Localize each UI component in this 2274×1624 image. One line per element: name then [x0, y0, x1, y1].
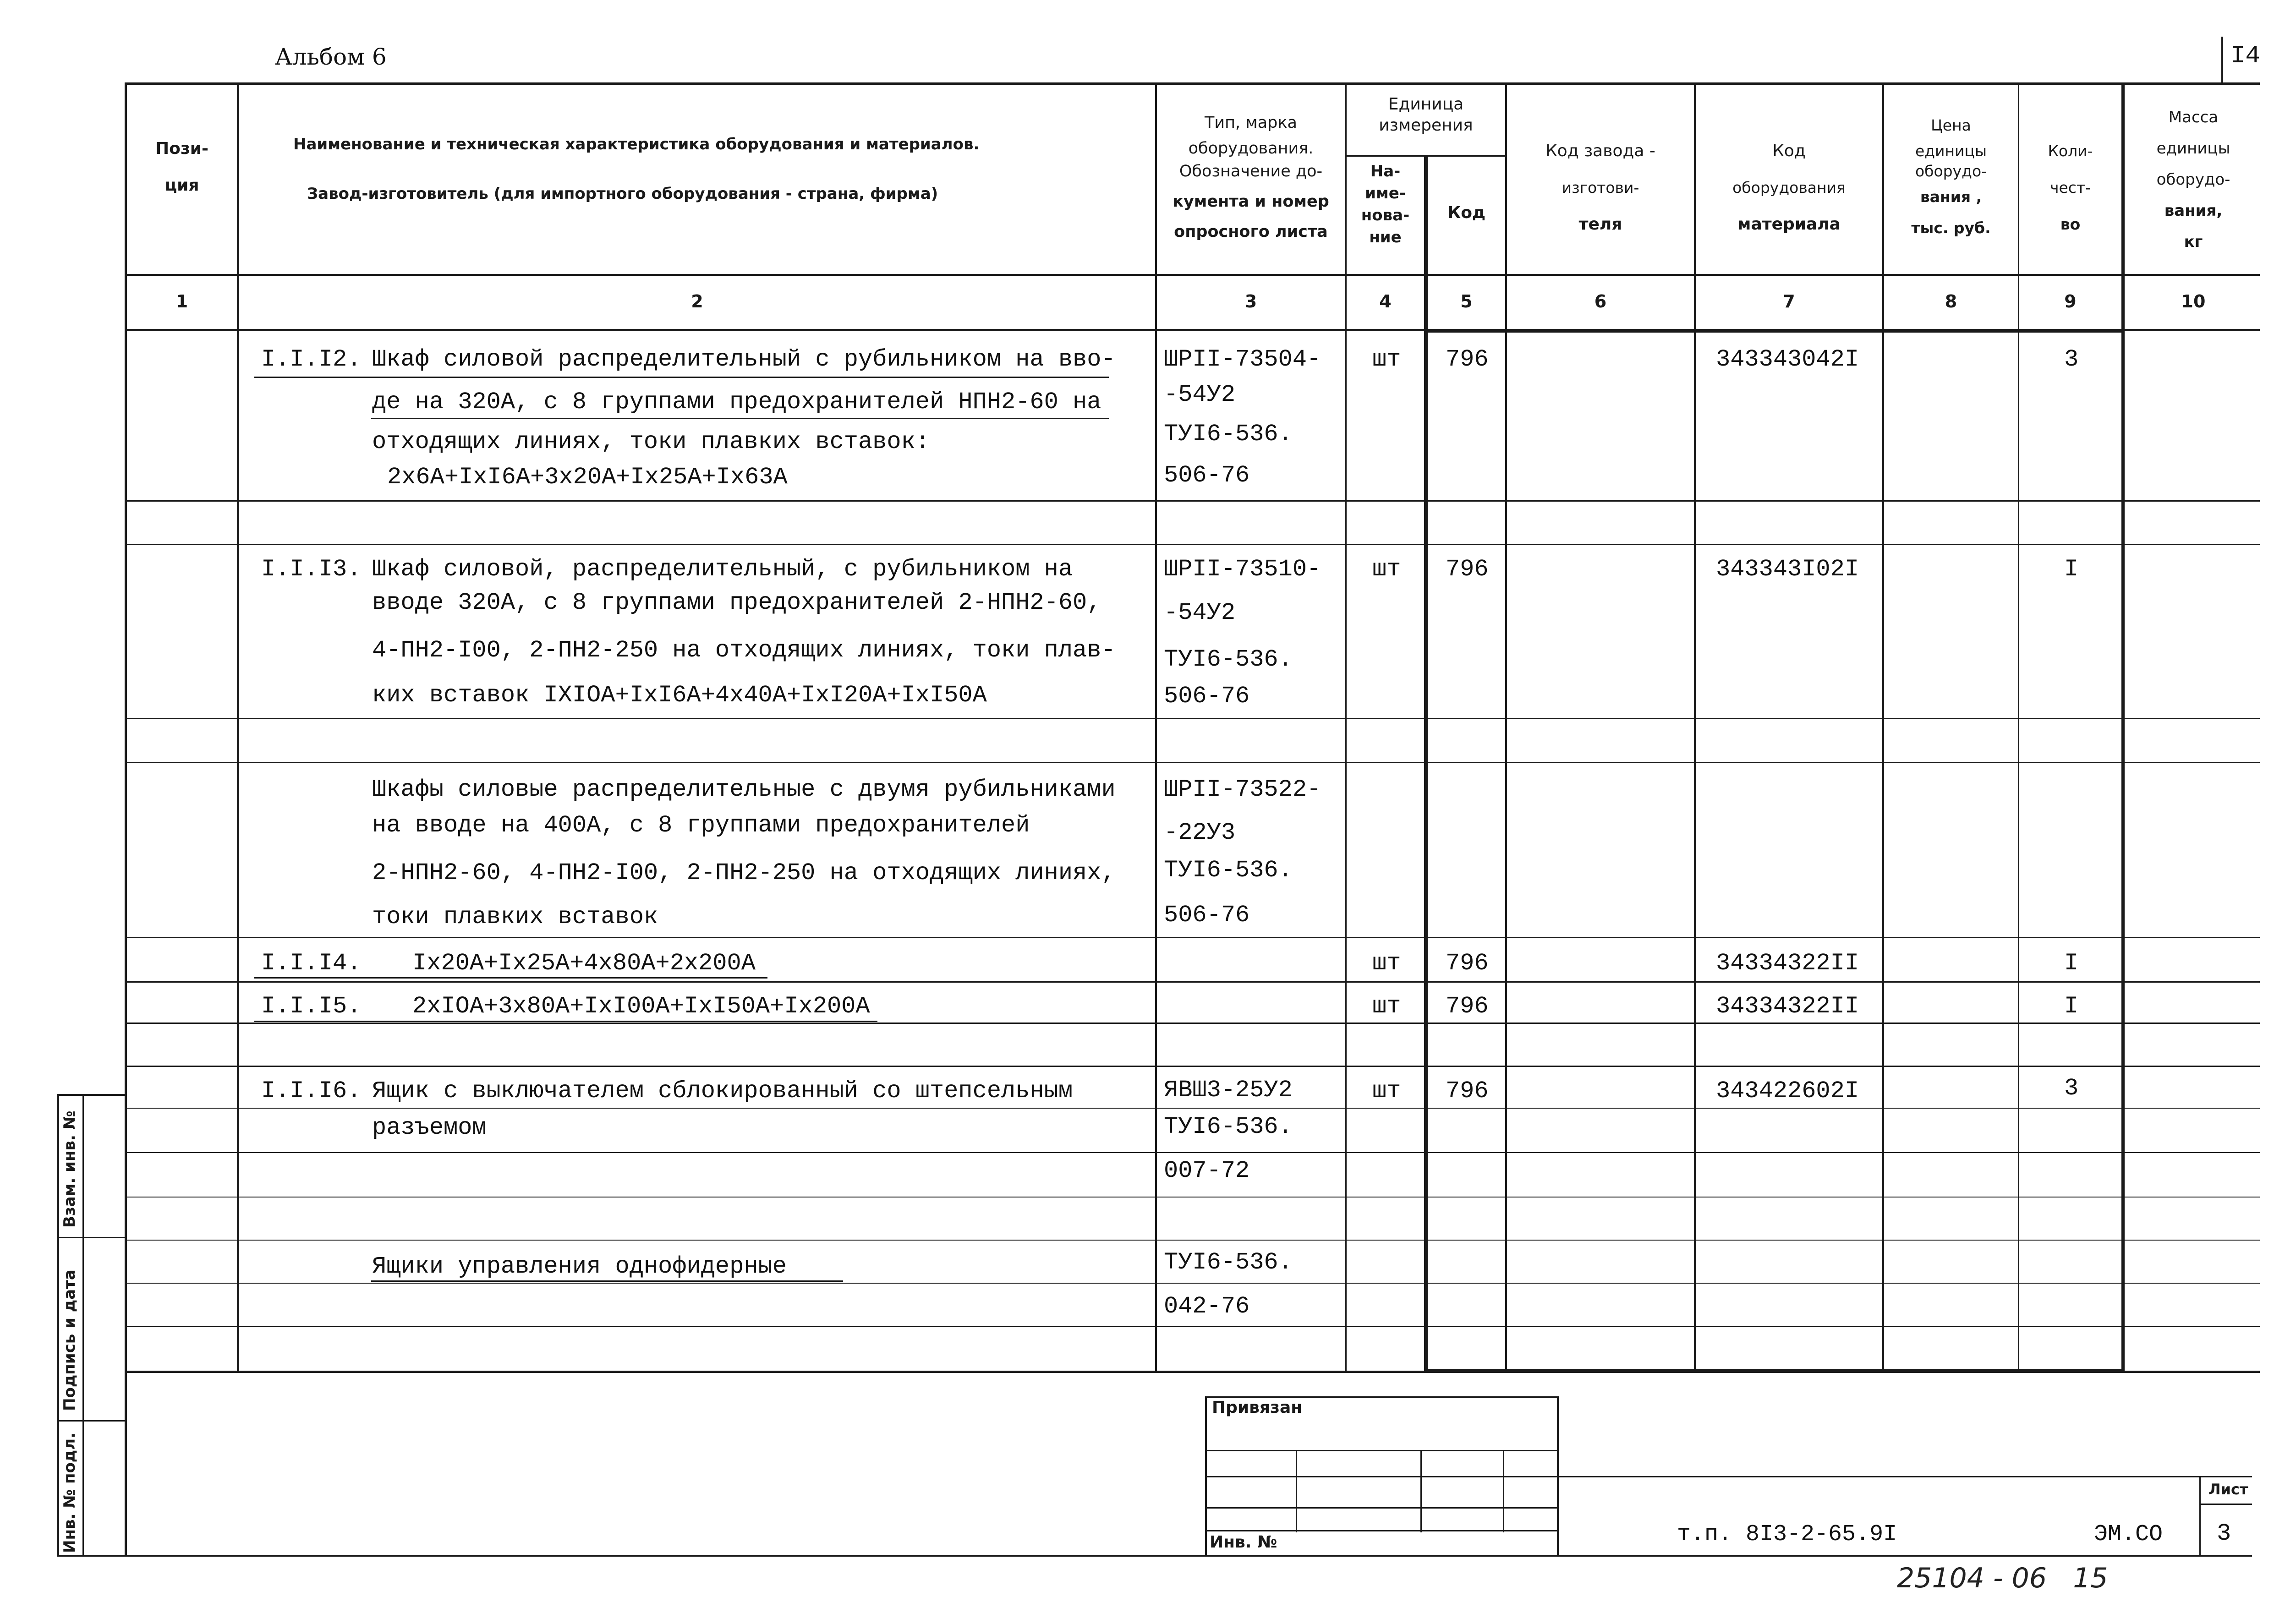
col-number-5: 5: [1460, 291, 1473, 312]
header-unit: [1347, 94, 1505, 136]
underline: [254, 1021, 877, 1022]
row-type-line: -54У2: [1164, 381, 1236, 408]
header-material-code-l2: оборудования: [1732, 179, 1846, 197]
header-position-line2: ция: [164, 176, 199, 195]
header-quantity-l3: во: [2060, 215, 2081, 233]
row-position: I.I.I6.: [261, 1077, 362, 1105]
header-material-code-l3: материала: [1737, 215, 1841, 234]
row-type-line: ТУI6-536.: [1164, 1249, 1293, 1276]
row-description-line: Iх20А+Iх25А+4х80А+2х200А: [412, 950, 756, 977]
header-unit-line1: Единица: [1388, 95, 1464, 114]
header-unit-name-l3: нова-: [1361, 206, 1410, 224]
row-unit: шт: [1372, 950, 1401, 977]
row-description-line: Ящик с выключателем сблокированный со штепсельным: [372, 1077, 1073, 1105]
row-quantity: 3: [2064, 346, 2079, 373]
header-quantity: [2019, 128, 2121, 247]
header-type: [1157, 106, 1345, 246]
row-line: [127, 937, 2260, 938]
underline: [254, 977, 767, 979]
stamp-row-1: [1205, 1450, 1559, 1451]
stamp-inv-label: Инв. №: [1210, 1533, 1277, 1552]
header-unit-name-l2: име-: [1365, 184, 1406, 202]
row-type-line: ТУI6-536.: [1164, 857, 1293, 884]
row-position: I.I.I4.: [261, 950, 362, 977]
row-description-line: ких вставок IХIОА+IхI6А+4х40А+IхI20А+IхI50А: [372, 682, 987, 709]
row-type-line: 506-76: [1164, 683, 1250, 710]
row-type-line: -54У2: [1164, 599, 1236, 626]
header-unit-name-l4: ние: [1369, 228, 1402, 246]
side-label-replaced-inv: Взам. инв. №: [60, 1110, 79, 1228]
row-description-line: вводе 320А, с 8 группами предохранителей 2-НПН2-60,: [372, 589, 1101, 616]
header-factory-code-l1: Код завода -: [1545, 142, 1655, 160]
side-strip-mid: [82, 1094, 84, 1556]
header-mass-l2: единицы: [2156, 139, 2230, 158]
header-factory-code-l3: теля: [1578, 215, 1622, 234]
header-quantity-l2: чест-: [2049, 179, 2091, 197]
side-label-original-inv: Инв. № подл.: [60, 1432, 79, 1553]
row-unit-code: 796: [1446, 556, 1489, 583]
row-type-line: ШРII-73522-: [1164, 776, 1321, 803]
header-unit-name: [1347, 160, 1424, 248]
header-material-code-l1: Код: [1772, 142, 1806, 160]
row-quantity: 3: [2064, 1075, 2079, 1102]
row-description-line: 2хIОА+3х80А+IхI00А+IхI50А+Iх200А: [412, 993, 870, 1020]
handwritten-archive-number: 25104 - 06 15: [1897, 1562, 2108, 1594]
page-corner-number: I4: [2230, 42, 2260, 70]
sheet-cell-left: [2199, 1476, 2201, 1556]
header-price-l5: тыс. руб.: [1911, 219, 1991, 237]
stamp-row-4: [1205, 1530, 1559, 1531]
row-description-line: Шкафы силовые распределительные с двумя рубильниками: [372, 776, 1116, 803]
row-line: [127, 500, 2260, 502]
row-unit-code: 796: [1446, 993, 1489, 1020]
row-line: [127, 544, 2260, 545]
row-line: [127, 1326, 2260, 1327]
row-material-code: 343343I02I: [1716, 556, 1859, 583]
row-description-line: на вводе на 400А, с 8 группами предохранителей: [372, 812, 1030, 839]
col-number-1: 1: [175, 291, 188, 312]
underline: [371, 1280, 843, 1282]
row-type-line: 042-76: [1164, 1293, 1250, 1320]
col-line-3: [1345, 82, 1347, 1372]
album-label: Альбом 6: [275, 44, 387, 70]
header-unit-name-l1: На-: [1370, 162, 1401, 180]
row-line: [127, 1240, 2260, 1241]
side-label-signature-date: Подпись и дата: [60, 1269, 79, 1411]
header-mass-l3: оборудо-: [2156, 170, 2230, 189]
header-type-line3: Обозначение до-: [1179, 162, 1323, 180]
col-line-5: [1505, 82, 1507, 1372]
col-number-2: 2: [691, 291, 703, 312]
stamp-col-3: [1503, 1450, 1504, 1532]
sheet-number: 3: [2217, 1520, 2231, 1547]
header-mass: [2125, 102, 2262, 257]
header-factory-code: [1507, 128, 1694, 247]
header-price-l2: единицы: [1915, 142, 1987, 160]
header-mass-l5: кг: [2184, 233, 2203, 251]
row-material-code: 343343042I: [1716, 346, 1859, 373]
row-type-line: ШРII-73510-: [1164, 556, 1321, 583]
row-description-line: токи плавких вставок: [372, 903, 658, 930]
data-frame-bottom: [1424, 1369, 2125, 1372]
row-unit-code: 796: [1446, 346, 1489, 373]
sheet-cell-mid: [2199, 1504, 2252, 1505]
row-position: I.I.I5.: [261, 993, 362, 1020]
row-material-code: 34334322II: [1716, 950, 1859, 977]
table-top-border: [125, 82, 2260, 85]
row-type-line: 506-76: [1164, 902, 1250, 929]
row-unit-code: 796: [1446, 1077, 1489, 1105]
header-unit-line2: измерения: [1379, 116, 1473, 135]
header-price-l3: оборудо-: [1915, 162, 1987, 180]
row-type-line: ШРII-73504-: [1164, 346, 1321, 373]
document-mark: ЭМ.СО: [2094, 1521, 2163, 1547]
row-type-line: ТУI6-536.: [1164, 1113, 1293, 1140]
document-code: т.п. 8I3-2-65.9I: [1677, 1521, 1897, 1547]
col-line-6: [1694, 82, 1696, 1372]
col-line-2: [1155, 82, 1157, 1372]
row-line: [127, 1108, 2260, 1109]
header-type-line1: Тип, марка: [1205, 114, 1297, 132]
row-type-line: ЯВШ3-25У2: [1164, 1077, 1293, 1104]
data-frame-top: [1424, 329, 2125, 333]
header-mass-l1: Масса: [2168, 108, 2219, 126]
sheet-label: Лист: [2208, 1481, 2248, 1498]
row-type-line: 007-72: [1164, 1157, 1250, 1184]
row-description-line: разъемом: [372, 1114, 487, 1141]
row-position: I.I.I2.: [261, 346, 362, 373]
row-unit: шт: [1372, 1077, 1401, 1105]
data-frame-left: [1424, 329, 1428, 1372]
side-strip-bottom: [57, 1555, 2252, 1557]
col-number-9: 9: [2064, 291, 2077, 312]
header-quantity-l1: Коли-: [2048, 142, 2093, 160]
col-number-7: 7: [1783, 291, 1795, 312]
header-type-line4: кумента и номер: [1173, 192, 1329, 211]
header-bottom-border: [125, 274, 2260, 276]
corner-vertical-line: [2221, 37, 2223, 85]
row-type-line: -22У3: [1164, 819, 1236, 846]
row-position: I.I.I3.: [261, 556, 362, 583]
row-description-line: 2х6А+IхI6А+3х20А+Iх25А+Iх63А: [387, 464, 788, 491]
header-position-line1: Пози-: [155, 139, 208, 158]
side-strip-div2: [57, 1420, 126, 1422]
col-number-6: 6: [1594, 291, 1607, 312]
stamp-row-2: [1205, 1476, 2252, 1477]
col-line-7: [1882, 82, 1884, 1372]
stamp-col-2: [1420, 1450, 1422, 1532]
side-strip-left: [57, 1094, 59, 1556]
underline: [254, 377, 1109, 378]
side-strip-div1: [57, 1237, 126, 1238]
side-strip-top: [57, 1094, 126, 1096]
row-line: [127, 981, 2260, 983]
stamp-col-1: [1296, 1450, 1297, 1532]
row-unit-code: 796: [1446, 950, 1489, 977]
row-description-line: де на 320А, с 8 группами предохранителей НПН2-60 на: [372, 388, 1101, 416]
header-type-line2: оборудования.: [1188, 139, 1314, 158]
col-line-1: [237, 82, 239, 1372]
header-price: [1884, 110, 2018, 244]
col-number-3: 3: [1244, 291, 1257, 312]
header-price-l4: вания ,: [1920, 188, 1982, 206]
header-unit-code: Код: [1447, 203, 1486, 222]
header-price-l1: Цена: [1931, 116, 1971, 134]
row-description-line: Шкаф силовой, распределительный, с рубильником на: [372, 556, 1073, 583]
row-unit: шт: [1372, 346, 1401, 373]
row-type-line: ТУI6-536.: [1164, 646, 1293, 673]
header-name-line2: Завод-изготовитель (для импортного оборудования - страна, фирма): [307, 185, 938, 203]
col-number-4: 4: [1379, 291, 1392, 312]
row-type-line: 506-76: [1164, 462, 1250, 489]
header-factory-code-l2: изготови-: [1562, 179, 1639, 197]
row-quantity: I: [2064, 993, 2079, 1020]
row-description-line: Ящики управления однофидерные: [372, 1253, 787, 1280]
col-number-8: 8: [1945, 291, 1957, 312]
row-line: [127, 1152, 2260, 1153]
row-quantity: I: [2064, 556, 2079, 583]
col-line-8: [2018, 82, 2019, 1372]
row-material-code: 343422602I: [1716, 1077, 1859, 1105]
unit-subheader-line: [1345, 155, 1505, 157]
row-unit: шт: [1372, 556, 1401, 583]
row-material-code: 34334322II: [1716, 993, 1859, 1020]
row-description-line: отходящих линиях, токи плавких вставок:: [372, 428, 930, 455]
header-mass-l4: вания,: [2164, 202, 2223, 220]
row-line: [127, 1066, 2260, 1067]
row-line: [127, 1283, 2260, 1284]
row-unit: шт: [1372, 993, 1401, 1020]
col-number-10: 10: [2181, 291, 2206, 312]
row-type-line: ТУI6-536.: [1164, 421, 1293, 448]
header-type-line5: опросного листа: [1174, 223, 1328, 241]
stamp-row-3: [1205, 1507, 1559, 1509]
stamp-attached-label: Привязан: [1212, 1398, 1303, 1417]
header-name-line1: Наименование и техническая характеристика оборудования и материалов.: [293, 135, 980, 153]
col-line-9: [2121, 82, 2125, 1372]
header-material-code: [1696, 128, 1882, 247]
row-description-line: Шкаф силовой распределительный с рубильником на вво-: [372, 346, 1116, 373]
row-description-line: 2-НПН2-60, 4-ПН2-I00, 2-ПН2-250 на отходящих линиях,: [372, 859, 1116, 886]
row-description-line: 4-ПН2-I00, 2-ПН2-250 на отходящих линиях, токи плав-: [372, 637, 1116, 664]
row-line: [127, 762, 2260, 763]
row-quantity: I: [2064, 950, 2079, 977]
underline: [371, 418, 1109, 419]
row-line: [127, 718, 2260, 719]
row-line: [127, 1023, 2260, 1024]
header-position: [127, 137, 237, 197]
